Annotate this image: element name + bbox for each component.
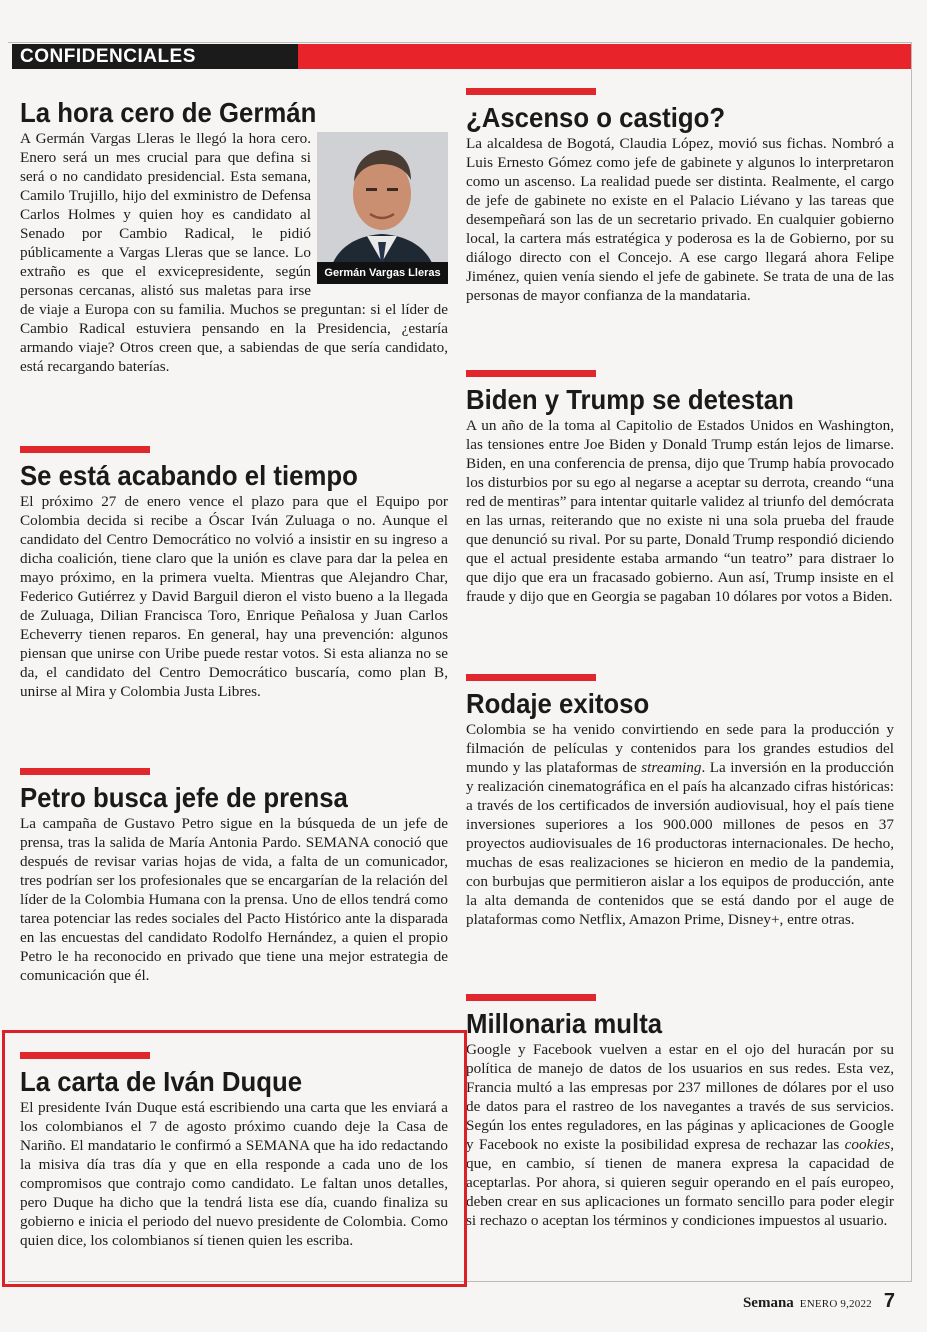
red-rule [20, 768, 150, 775]
article-carta-duque [20, 1052, 448, 1250]
page-number: 7 [883, 1290, 895, 1312]
red-rule [466, 674, 596, 681]
article-hora-cero [20, 86, 448, 376]
red-rule [20, 1052, 150, 1059]
section-label: CONFIDENCIALES [20, 45, 196, 67]
article-biden-trump [466, 370, 894, 606]
article-body: A un año de la toma al Capitolio de Estados Unidos en Washington, las tensiones entre Joe Biden y Donald Trump están lejos de limarse. Biden, en una conferencia de prensa, dijo que Trump había provocado los disturbios por su ego al negarse a aceptar su derrota, creando “una red de mentiras” para intentar quitarle validez al triunfo del demócrata en las urnas, reiterando que no existe ni una sola prueba del fraude que denunció su rival. Por su parte, Donald Trump respondió diciendo que el actual presidente estaba armando “un teatro” para distraer lo que dijo que era un fracasado gobierno. Aun así, Trump insiste en el fraude y dijo que en Georgia se pagaban 10 dólares por votos a Biden. [466, 417, 894, 605]
page-footer [743, 1290, 895, 1313]
red-rule [466, 88, 596, 95]
body-part: Google y Facebook vuelven a estar en el ojo del huracán por su política de manejo de datos de los usuarios en sus redes. Esta vez, Francia multó a las empresas por 237 millones de dólares por el uso de datos para el rastreo de los navegantes a través de sus servicios. Según los entes reguladores, en las páginas y aplicaciones de Google y Facebook no existe la posibilidad expresa de rechazar las [466, 1041, 894, 1153]
article-ascenso-castigo [466, 88, 894, 305]
article-body: La alcaldesa de Bogotá, Claudia López, movió sus fichas. Nombró a Luis Ernesto Gómez como jefe de gabinete y algunos lo interpretaron como un ascenso. La realidad puede ser distinta. Realmente, el cargo de jefe de gabinete no existe en el Palacio Liévano y las tareas que desempeñará son las de un secretario privado. En cualquier gobierno local, la cartera más estratégica y poderosa es la de Gobierno, por su diálogo directo con el Concejo. A ese cargo llegará ahora Felipe Jiménez, quien venía siendo el jefe de gabinete. Se trata de una de las personas de mayor confianza de la mandataria. [466, 135, 894, 304]
magazine-name: Semana [742, 1295, 794, 1311]
article-body: La campaña de Gustavo Petro sigue en la búsqueda de un jefe de prensa, tras la salida de María Antonia Pardo. SEMANA conoció que después de revisar varias hojas de vida, a falta de un comunicador, tres podrían ser los profesionales que se encargarían de la relación del líder de la Colombia Humana con la prensa. Uno de ellos tendrá como tarea potenciar las redes sociales del Pacto Histórico ante la disparada en las encuestas del candidato Rodolfo Hernández, a quien el propio Petro le ha reconocido en privado que tiene una mejor estrategia de comunicación que él. [20, 815, 448, 984]
article-title: La hora cero de Germán [20, 97, 317, 128]
body-part: . La inversión en la producción y realización cinematográfica en el país ha alcanzado cifras históricas: a través de los certificados de inversión audiovisual, hoy el país tiene inversiones superiores a los 900.000 millones de pesos en 37 proyectos audiovisuales de 16 productoras internacionales. De hecho, muchas de esas realizaciones se hicieron en medio de la pandemia, con burbujas que permitieron aislar a los equipos de producción, ante la alta demanda de contenidos que se está dando por el auge de plataformas como Netflix, Amazon Prime, Disney+, entre otras. [466, 759, 894, 928]
body-part: , que, en cambio, sí tienen de manera expresa la capacidad de aceptarlas. Por ahora, si quieren seguir operando en el país europeo, deben crear en sus aplicaciones un formato sencillo para poder elegir si rechazo o aceptan los términos y condiciones impuestos al usuario. [466, 1136, 894, 1229]
photo-german-vargas-lleras [317, 132, 448, 284]
article-body [466, 1040, 894, 1230]
article-body: El presidente Iván Duque está escribiendo una carta que les enviará a los colombianos el 7 de agosto próximo cuando deje la Casa de Nariño. El mandatario le confirmó a SEMANA que ha ido redactando la misiva día tras día y que en ella responde a cada uno de los compromisos que contrajo como candidato. Le faltan unos detalles, pero Duque ha dicho que la tendrá lista ese día, cuando finaliza su gobierno e inicia el periodo del nuevo presidente de Colombia. Como quien dice, los colombianos sí tienen quien les escriba. [20, 1099, 448, 1249]
red-rule [466, 994, 596, 1001]
article-title: Petro busca jefe de prensa [20, 782, 348, 813]
article-body: A Germán Vargas Lleras le llegó la hora cero. Enero será un mes crucial para que defina si será o no candidato presidencial. Esta semana, Camilo Trujillo, hijo del exministro de Defensa Carlos Holmes y quien hoy es candidato al Senado por Cambio Radical, le pidió públicamente a Vargas Lleras que se lance. Lo extraño es que el exvicepresidente, según personas cercanas, alistó sus maletas para irse de viaje a Europa con su familia. Muchos se preguntan: si el líder de Cambio Radical estuviera pensando en la Presidencia, ¿estaría armando viaje? Otros creen que, a sabiendas de que sería candidato, está recargando baterías. [20, 130, 448, 375]
red-rule [20, 446, 150, 453]
article-rodaje-exitoso [466, 674, 894, 929]
red-rule [466, 370, 596, 377]
body-italic-term: streaming [641, 759, 702, 776]
article-title: Millonaria multa [466, 1008, 663, 1039]
article-acabando-tiempo [20, 446, 448, 701]
body-italic-term: cookies [844, 1136, 891, 1153]
section-label-box [12, 44, 298, 69]
issue-date: ENERO 9,2022 [799, 1298, 872, 1310]
section-red-stripe [298, 44, 911, 69]
photo-caption: Germán Vargas Lleras [317, 262, 448, 284]
article-title: Rodaje exitoso [466, 688, 650, 719]
section-header-bar [12, 44, 911, 69]
article-title: ¿Ascenso o castigo? [466, 102, 726, 133]
body-part: Colombia se ha venido convirtiendo en sede para la producción y filmación de películas y contenidos para los grandes estudios del mundo y las plataformas de [466, 721, 894, 776]
article-body: El próximo 27 de enero vence el plazo para que el Equipo por Colombia decida si recibe a Óscar Iván Zuluaga o no. Aunque el candidato del Centro Democrático no volvió a insistir en su ingreso a dicha coalición, tiene claro que la unión es clave para dar la pelea en mayo próximo, en la primera vuelta. Mientras que Alejandro Char, Federico Gutiérrez y David Barguil dieron el visto bueno a la llegada de Zuluaga, Dilian Francisca Toro, Enrique Peñalosa y Juan Carlos Echeverry tienen reparos. En general, hay una prevención: algunos piensan que unirse con Uribe puede restar votos. Si esta alianza no se da, el candidato del Centro Democrático buscaría, como plan B, unirse al Mira y Colombia Justa Libres. [20, 493, 448, 700]
article-title: Biden y Trump se detestan [466, 384, 794, 415]
article-body [466, 720, 894, 929]
article-petro-prensa [20, 768, 448, 985]
article-title: Se está acabando el tiempo [20, 460, 358, 491]
article-title: La carta de Iván Duque [20, 1066, 303, 1097]
article-millonaria-multa [466, 994, 894, 1230]
